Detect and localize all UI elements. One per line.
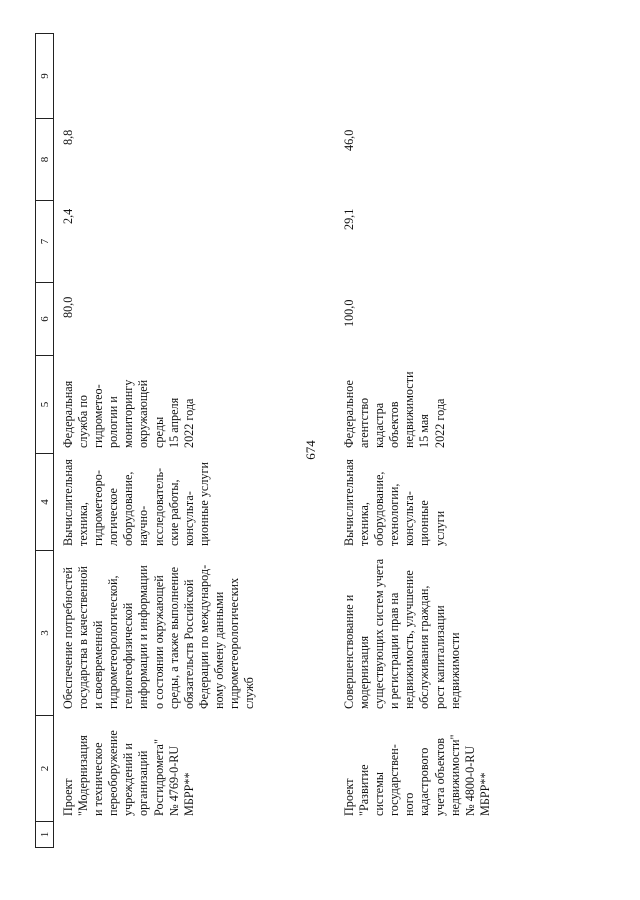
- row-2-value-col8: 46,0: [342, 129, 356, 151]
- header-col-2: 2: [35, 715, 54, 821]
- header-col-6: 6: [35, 282, 54, 355]
- rotated-table-sheet: [35, 33, 605, 848]
- row-2-project: Проект "Развитие системы государствен- ного кадастрового учета объектов недвижимости" № 4800-0-RU МБРР**: [342, 734, 492, 816]
- row-1-value-col8: 8,8: [61, 129, 75, 145]
- row-1-value-col7: 2,4: [61, 208, 75, 224]
- header-col-9: 9: [35, 33, 54, 118]
- header-col-4: 4: [35, 453, 54, 550]
- row-2-value-col6: 100,0: [342, 299, 356, 327]
- row-1-project: Проект "Модернизация и техническое переоборужение учреждений и организаций Росгидромета" № 4769-0-RU МБРР**: [61, 730, 196, 816]
- row-2-purpose: Совершенствование и модернизация существующих систем учета и регистрации прав на недвижимость, улучшение обслуживания граждан, рост капитализации недвижимости: [342, 558, 462, 709]
- row-1-executor: Федеральная служба по гидрометео- рологии и мониторингу окружающей среды 15 апреля 2022 года: [61, 379, 196, 448]
- page-number: 674: [303, 440, 318, 460]
- row-2-executor: Федеральное агентство кадастра объектов недвижимости 15 мая 2022 года: [342, 371, 447, 448]
- header-col-1: 1: [35, 821, 54, 848]
- row-2-value-col7: 29,1: [342, 208, 356, 230]
- row-1-value-col6: 80,0: [61, 296, 75, 318]
- row-1-goods: Вычислительная техника, гидрометеоро- логическое оборудование, научно- исследователь- ские работы, консульта- ционные услуги: [61, 459, 211, 546]
- row-1-purpose: Обеспечение потребностей государства в качественной и своевременной гидрометеорологической, гелиогеофизической информации и информации о состоянии окружающей среды, а также выполнение обязательств Российской Федерации по международ- ному обмену данными гидрометеорологических служб: [61, 564, 257, 709]
- row-2-goods: Вычислительная техника, оборудование, технологии, консульта- ционные услуги: [342, 459, 447, 546]
- header-col-5: 5: [35, 355, 54, 453]
- header-col-7: 7: [35, 200, 54, 282]
- header-col-3: 3: [35, 550, 54, 715]
- header-col-8: 8: [35, 118, 54, 200]
